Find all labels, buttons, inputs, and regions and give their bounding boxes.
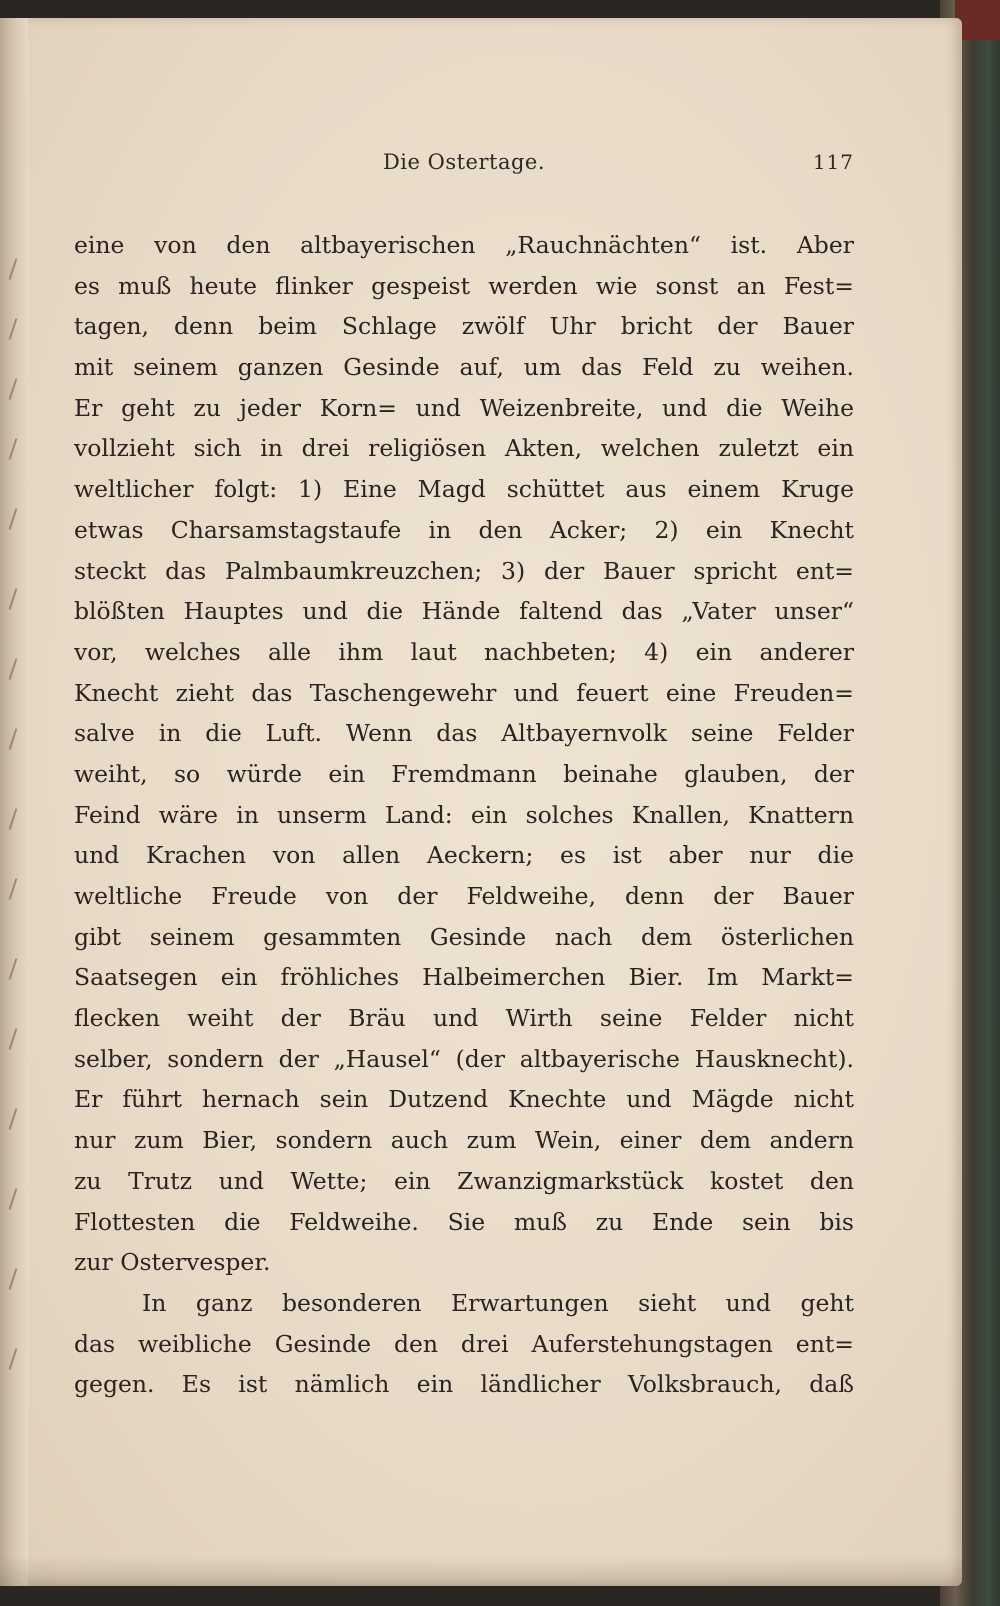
page-bottom-shadow	[0, 1556, 962, 1586]
text-line: steckt das Palmbaumkreuzchen; 3) der Bauer spricht ent=	[74, 556, 854, 585]
running-title: Die Ostertage.	[382, 150, 546, 174]
text-line: und Krachen von allen Aeckern; es ist aber nur die	[74, 841, 854, 870]
page-gutter	[0, 18, 28, 1586]
text-line: mit seinem ganzen Gesinde auf, um das Feld zu weihen.	[74, 353, 854, 382]
text-line: In ganz besonderen Erwartungen sieht und geht	[142, 1288, 854, 1317]
gutter-fragment	[9, 1028, 18, 1050]
gutter-fragment	[9, 1108, 18, 1130]
text-line: salve in die Luft. Wenn das Altbayernvolk seine Felder	[74, 719, 854, 748]
text-line: zur Ostervesper.	[74, 1248, 271, 1277]
text-line: gibt seinem gesammten Gesinde nach dem österlichen	[74, 922, 854, 951]
text-line: Feind wäre in unserm Land: ein solches Knallen, Knattern	[74, 800, 854, 829]
text-line: selber, sondern der „Hausel“ (der altbayerische Hausknecht).	[74, 1044, 854, 1073]
text-line: weltlicher folgt: 1) Eine Magd schüttet aus einem Kruge	[74, 475, 854, 504]
text-line: gegen. Es ist nämlich ein ländlicher Volksbrauch, daß	[74, 1370, 854, 1399]
text-line: flecken weiht der Bräu und Wirth seine Felder nicht	[74, 1004, 854, 1033]
text-line: Er geht zu jeder Korn= und Weizenbreite, und die Weihe	[74, 393, 854, 422]
text-line: Knecht zieht das Taschengewehr und feuert eine Freuden=	[74, 678, 854, 707]
gutter-fragment	[9, 258, 18, 280]
text-line: zu Trutz und Wette; ein Zwanzigmarkstück kostet den	[74, 1166, 854, 1195]
text-line: vollzieht sich in drei religiösen Akten, welchen zuletzt ein	[74, 434, 854, 463]
text-line: etwas Charsamstagstaufe in den Acker; 2) ein Knecht	[74, 515, 854, 544]
gutter-fragment	[9, 1188, 18, 1210]
text-line: tagen, denn beim Schlage zwölf Uhr bricht der Bauer	[74, 312, 854, 341]
text-line: weltliche Freude von der Feldweihe, denn der Bauer	[74, 882, 854, 910]
gutter-fragment	[9, 958, 18, 980]
gutter-fragment	[9, 808, 18, 830]
gutter-fragment	[9, 878, 18, 900]
gutter-fragment	[9, 438, 18, 460]
text-line: das weibliche Gesinde den drei Auferstehungstagen ent=	[74, 1329, 854, 1358]
text-line: es muß heute flinker gespeist werden wie sonst an Fest=	[74, 271, 854, 300]
gutter-fragment	[9, 728, 18, 750]
page-number: 117	[812, 150, 854, 174]
text-line: Flottesten die Feldweihe. Sie muß zu Ende sein bis	[74, 1207, 854, 1236]
text-line: Saatsegen ein fröhliches Halbeimerchen Bier. Im Markt=	[74, 963, 854, 992]
text-line: nur zum Bier, sondern auch zum Wein, einer dem andern	[74, 1126, 854, 1155]
text-line: weiht, so würde ein Fremdmann beinahe glauben, der	[74, 759, 854, 788]
page-header	[74, 150, 854, 190]
gutter-fragment	[9, 588, 18, 610]
text-line: blößten Hauptes und die Hände faltend das „Vater unser“	[74, 597, 854, 626]
text-line: vor, welches alle ihm laut nachbeten; 4) ein anderer	[74, 637, 854, 666]
gutter-fragment	[9, 378, 18, 400]
gutter-fragment	[9, 1268, 18, 1290]
gutter-fragment	[9, 508, 18, 530]
book-page	[0, 18, 962, 1586]
text-line: eine von den altbayerischen „Rauchnächten“ ist. Aber	[74, 231, 854, 259]
gutter-fragment	[9, 318, 18, 340]
gutter-fragment	[9, 658, 18, 680]
gutter-fragment	[9, 1348, 18, 1370]
text-line: Er führt hernach sein Dutzend Knechte und Mägde nicht	[74, 1085, 854, 1114]
body-text	[74, 225, 854, 1405]
